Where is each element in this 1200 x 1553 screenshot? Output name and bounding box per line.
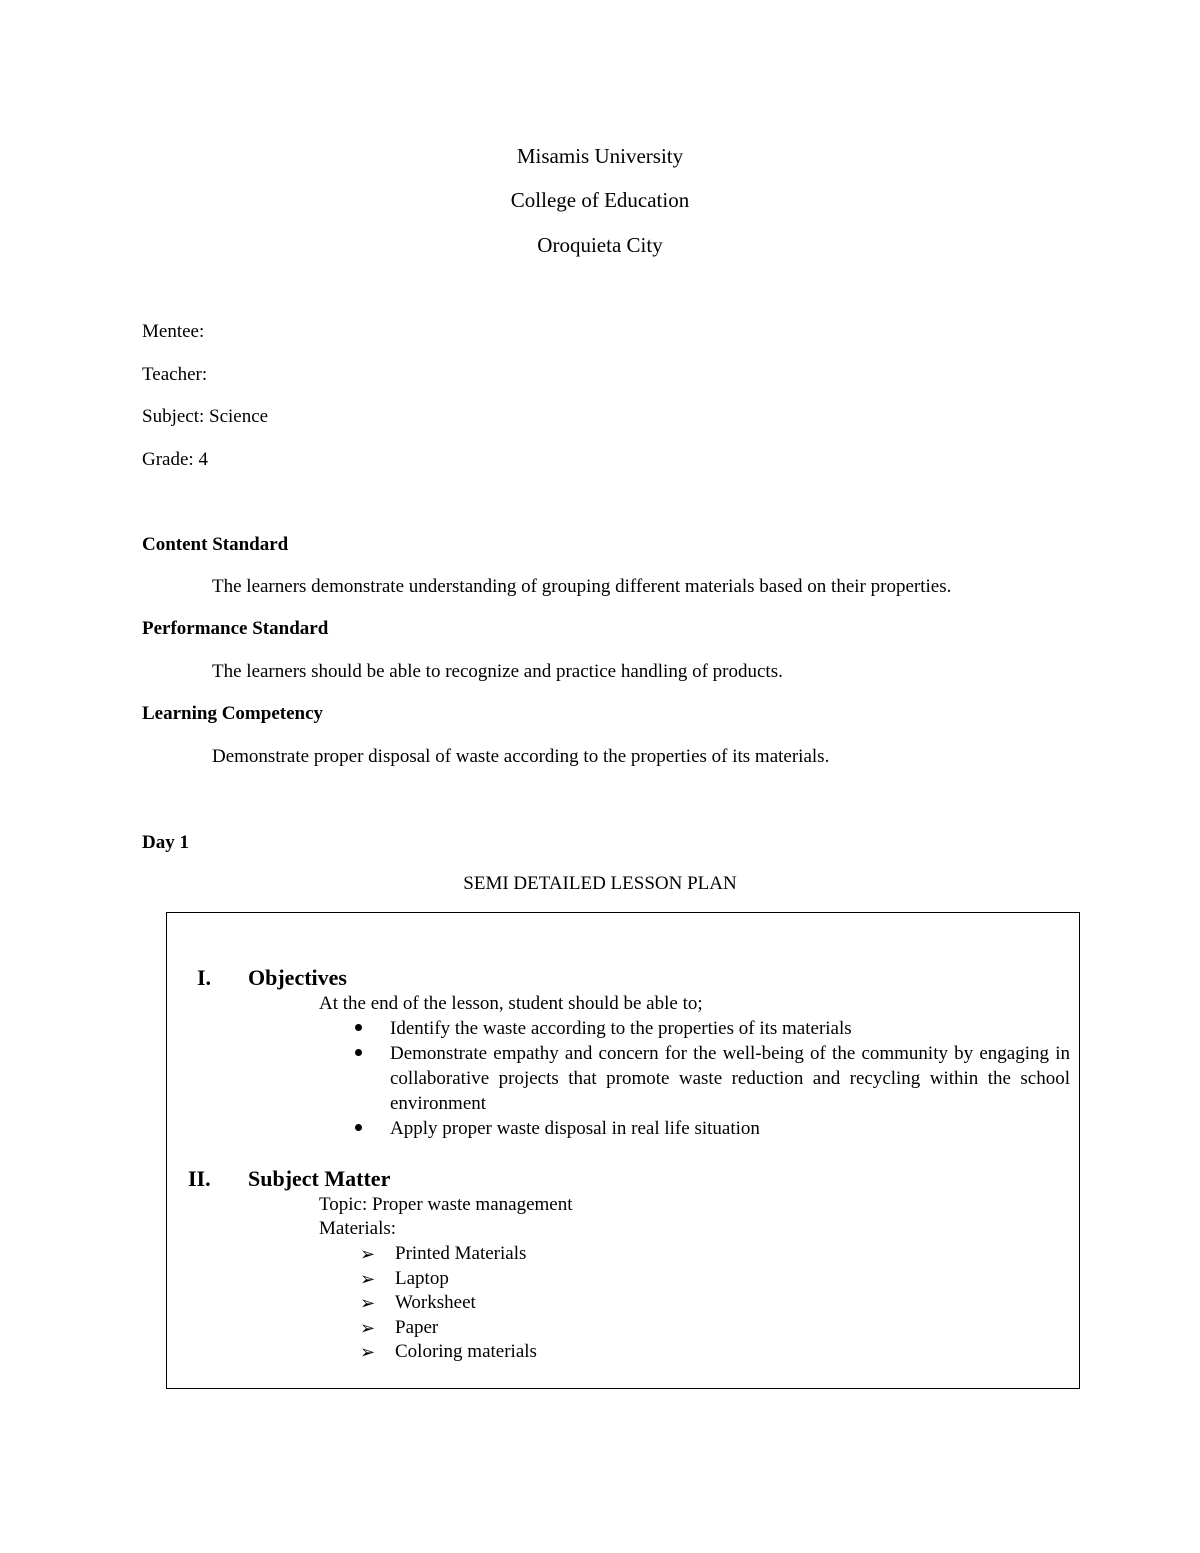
subject-matter-numeral: II. [188,1166,211,1191]
materials-label: Materials: [319,1218,397,1239]
objective-item-1: Identify the waste according to the properties of its materials [390,1018,852,1039]
plan-title: SEMI DETAILED LESSON PLAN [463,873,737,894]
subject-label: Subject: Science [142,406,269,427]
university-name: Misamis University [516,144,684,168]
mentee-label: Mentee: [142,321,205,342]
subject-matter-title: Subject Matter [248,1166,391,1191]
arrow-bullet-icon: ➢ [360,1342,376,1362]
learning-competency-text: Demonstrate proper disposal of waste according to the properties of its materials. [212,746,830,767]
objective-item-3: Apply proper waste disposal in real life situation [390,1118,760,1139]
material-item: Printed Materials [395,1243,527,1264]
learning-competency-heading: Learning Competency [142,703,324,724]
topic-text: Topic: Proper waste management [319,1194,573,1215]
bullet-icon [355,1024,362,1031]
objectives-numeral: I. [197,965,212,990]
college-name: College of Education [510,188,690,212]
objectives-intro: At the end of the lesson, student should be able to; [319,993,703,1014]
performance-standard-heading: Performance Standard [142,618,329,639]
objectives-title: Objectives [248,965,347,990]
performance-standard-text: The learners should be able to recognize and practice handling of products. [212,661,783,682]
bullet-icon [355,1049,362,1056]
material-item: Paper [395,1317,439,1338]
content-standard-text: The learners demonstrate understanding of grouping different materials based on their properties. [212,576,952,597]
arrow-bullet-icon: ➢ [360,1293,376,1313]
material-item: Worksheet [395,1292,476,1313]
teacher-label: Teacher: [142,364,208,385]
arrow-bullet-icon: ➢ [360,1318,376,1338]
material-item: Coloring materials [395,1341,537,1362]
arrow-bullet-icon: ➢ [360,1269,376,1289]
arrow-bullet-icon: ➢ [360,1244,376,1264]
city-name: Oroquieta City [537,233,663,257]
day-label: Day 1 [142,832,189,853]
content-standard-heading: Content Standard [142,534,289,555]
objective-item-2: Demonstrate empathy and concern for the well-being of the community by engaging in collaborative projects that promote waste reduction and recycling within the school environment [390,1043,1070,1114]
grade-label: Grade: 4 [142,449,208,470]
bullet-icon [355,1124,362,1131]
material-item: Laptop [395,1268,449,1289]
